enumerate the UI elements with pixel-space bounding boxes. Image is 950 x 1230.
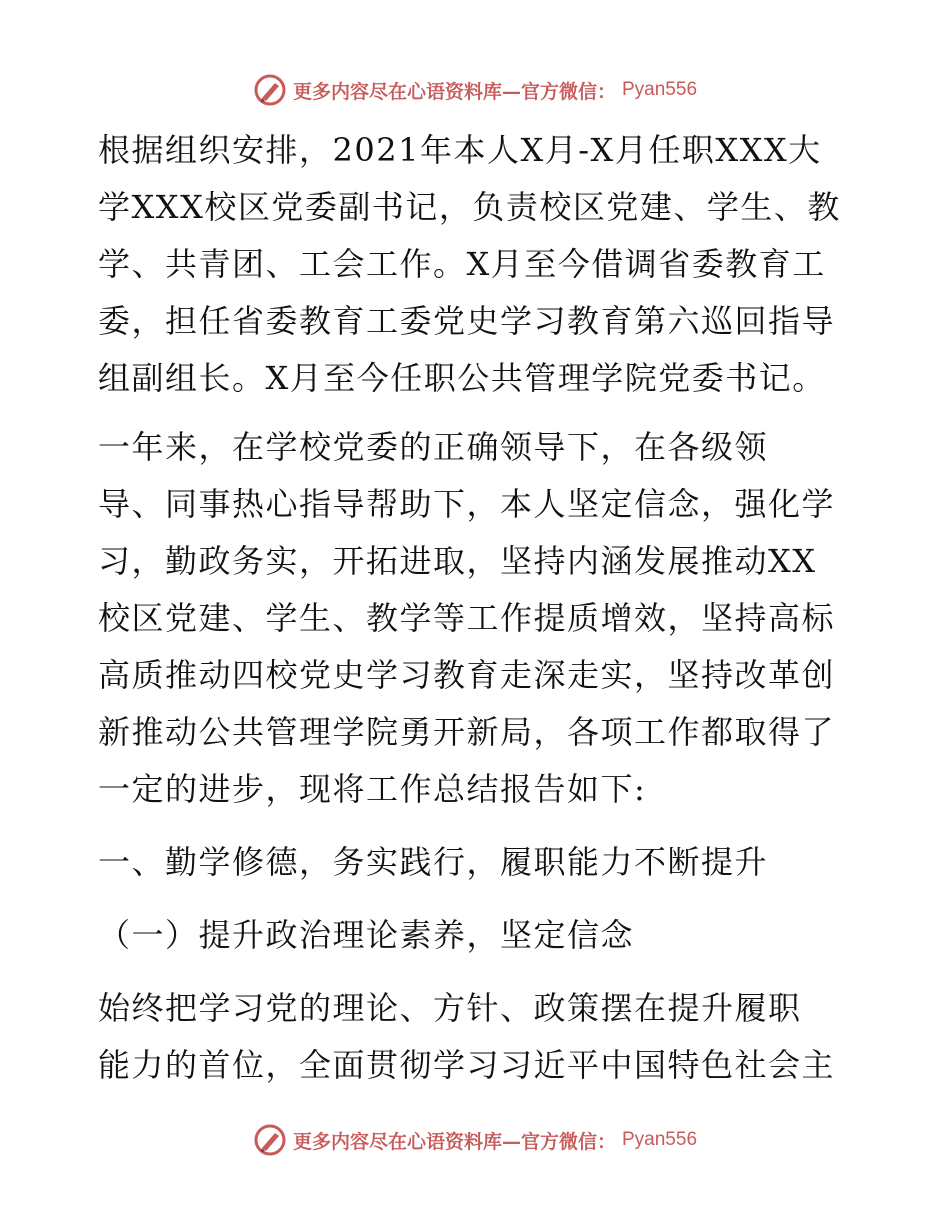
paragraph-line: 高质推动四校党史学习教育走深走实，坚持改革创 (98, 656, 836, 694)
watermark-footer (0, 1120, 950, 1160)
paragraph-line: 学XXX校区党委副书记，负责校区党建、学生、教 (98, 188, 841, 226)
watermark-wechat-id: Pyan556 (622, 1129, 698, 1150)
watermark-wechat-id: Pyan556 (622, 79, 698, 100)
paragraph-line: 一定的进步，现将工作总结报告如下: (98, 770, 647, 808)
paragraph-line: 根据组织安排，2021年本人X月-X月任职XXX大 (98, 131, 822, 169)
document-body (98, 122, 858, 1094)
paragraph-line: 始终把学习党的理论、方针、政策摆在提升履职 (98, 989, 802, 1027)
watermark-text: 更多内容尽在心语资料库—官方微信： (292, 80, 616, 103)
paragraph-line: 习，勤政务实，开拓进取，坚持内涵发展推动XX (98, 542, 817, 580)
paragraph-line: 组副组长。X月至今任职公共管理学院党委书记。 (98, 359, 826, 397)
watermark-text: 更多内容尽在心语资料库—官方微信： (292, 1130, 616, 1153)
section-heading: 一、勤学修德，务实践行，履职能力不断提升 (98, 843, 769, 881)
paragraph-line: 一年来，在学校党委的正确领导下，在各级领 (98, 428, 769, 466)
paragraph-line: 委，担任省委教育工委党史学习教育第六巡回指导 (98, 302, 836, 340)
subsection-heading: （一）提升政治理论素养，坚定信念 (98, 916, 635, 954)
pen-logo-icon (253, 1123, 287, 1157)
paragraph-line: 新推动公共管理学院勇开新局，各项工作都取得了 (98, 713, 836, 751)
paragraph-line: 校区党建、学生、教学等工作提质增效，坚持高标 (98, 599, 836, 637)
paragraph-line: 能力的首位，全面贯彻学习习近平中国特色社会主 (98, 1046, 836, 1084)
pen-logo-icon (253, 73, 287, 107)
paragraph-line: 学、共青团、工会工作。X月至今借调省委教育工 (98, 245, 826, 283)
watermark-header (0, 70, 950, 110)
paragraph-line: 导、同事热心指导帮助下，本人坚定信念，强化学 (98, 485, 836, 523)
